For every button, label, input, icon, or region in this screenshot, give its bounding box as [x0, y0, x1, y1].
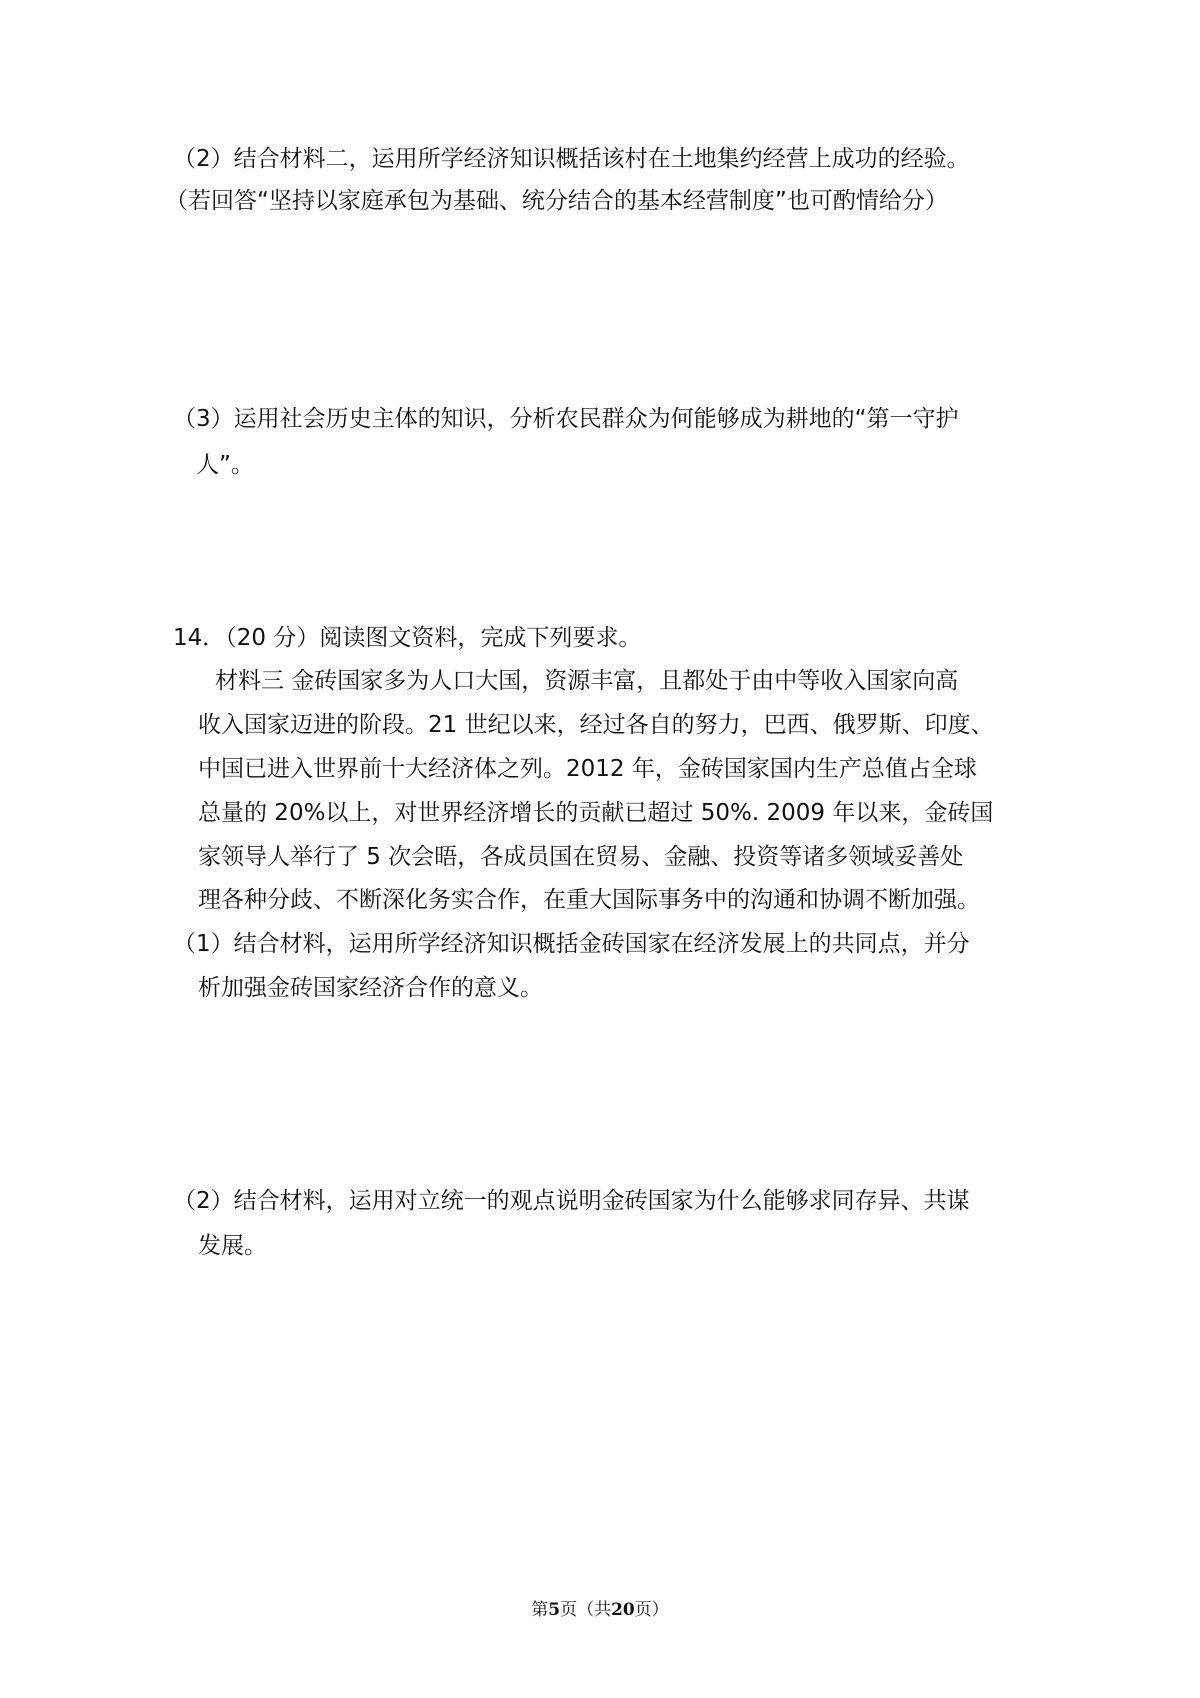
footer-middle: 页（共 [560, 1600, 612, 1620]
question-13-part-2-line-2: （若回答“坚持以家庭承包为基础、统分结合的基本经营制度”也可酌情给分） [165, 188, 948, 214]
footer-total-pages: 20 [611, 1600, 635, 1620]
material-3-line-2: 收入国家迈进的阶段。21 世纪以来，经过各自的努力，巴西、俄罗斯、印度、 [198, 712, 994, 738]
page-footer [0, 1598, 1200, 1622]
footer-prefix: 第 [531, 1600, 549, 1620]
question-14-heading: 14．（20 分）阅读图文资料，完成下列要求。 [173, 625, 642, 651]
question-14-part-2-line-2: 发展。 [198, 1233, 267, 1259]
question-14-part-1-line-1: （1）结合材料，运用所学经济知识概括金砖国家在经济发展上的共同点，并分 [173, 931, 970, 957]
question-13-part-2-line-1: （2）结合材料二，运用所学经济知识概括该村在土地集约经营上成功的经验。 [173, 146, 970, 172]
question-14-part-1-line-2: 析加强金砖国家经济合作的意义。 [198, 975, 543, 1001]
material-3-line-5: 家领导人举行了 5 次会晤，各成员国在贸易、金融、投资等诸多领域妥善处 [198, 844, 964, 870]
question-13-part-3-line-1: （3）运用社会历史主体的知识，分析农民群众为何能够成为耕地的“第一守护 [173, 406, 959, 432]
footer-page-number: 5 [548, 1600, 561, 1620]
footer-suffix: 页） [634, 1600, 669, 1620]
question-13-part-3-line-2: 人”。 [196, 452, 254, 478]
material-3-line-3: 中国已进入世界前十大经济体之列。2012 年，金砖国家国内生产总值占全球 [198, 756, 977, 782]
material-3-line-4: 总量的 20%以上，对世界经济增长的贡献已超过 50%. 2009 年以来，金砖国 [198, 800, 994, 826]
material-3-line-1: 材料三 金砖国家多为人口大国，资源丰富，且都处于由中等收入国家向高 [215, 668, 959, 694]
material-3-line-6: 理各种分歧、不断深化务实合作，在重大国际事务中的沟通和协调不断加强。 [198, 887, 980, 913]
question-14-part-2-line-1: （2）结合材料，运用对立统一的观点说明金砖国家为什么能够求同存异、共谋 [173, 1188, 970, 1214]
